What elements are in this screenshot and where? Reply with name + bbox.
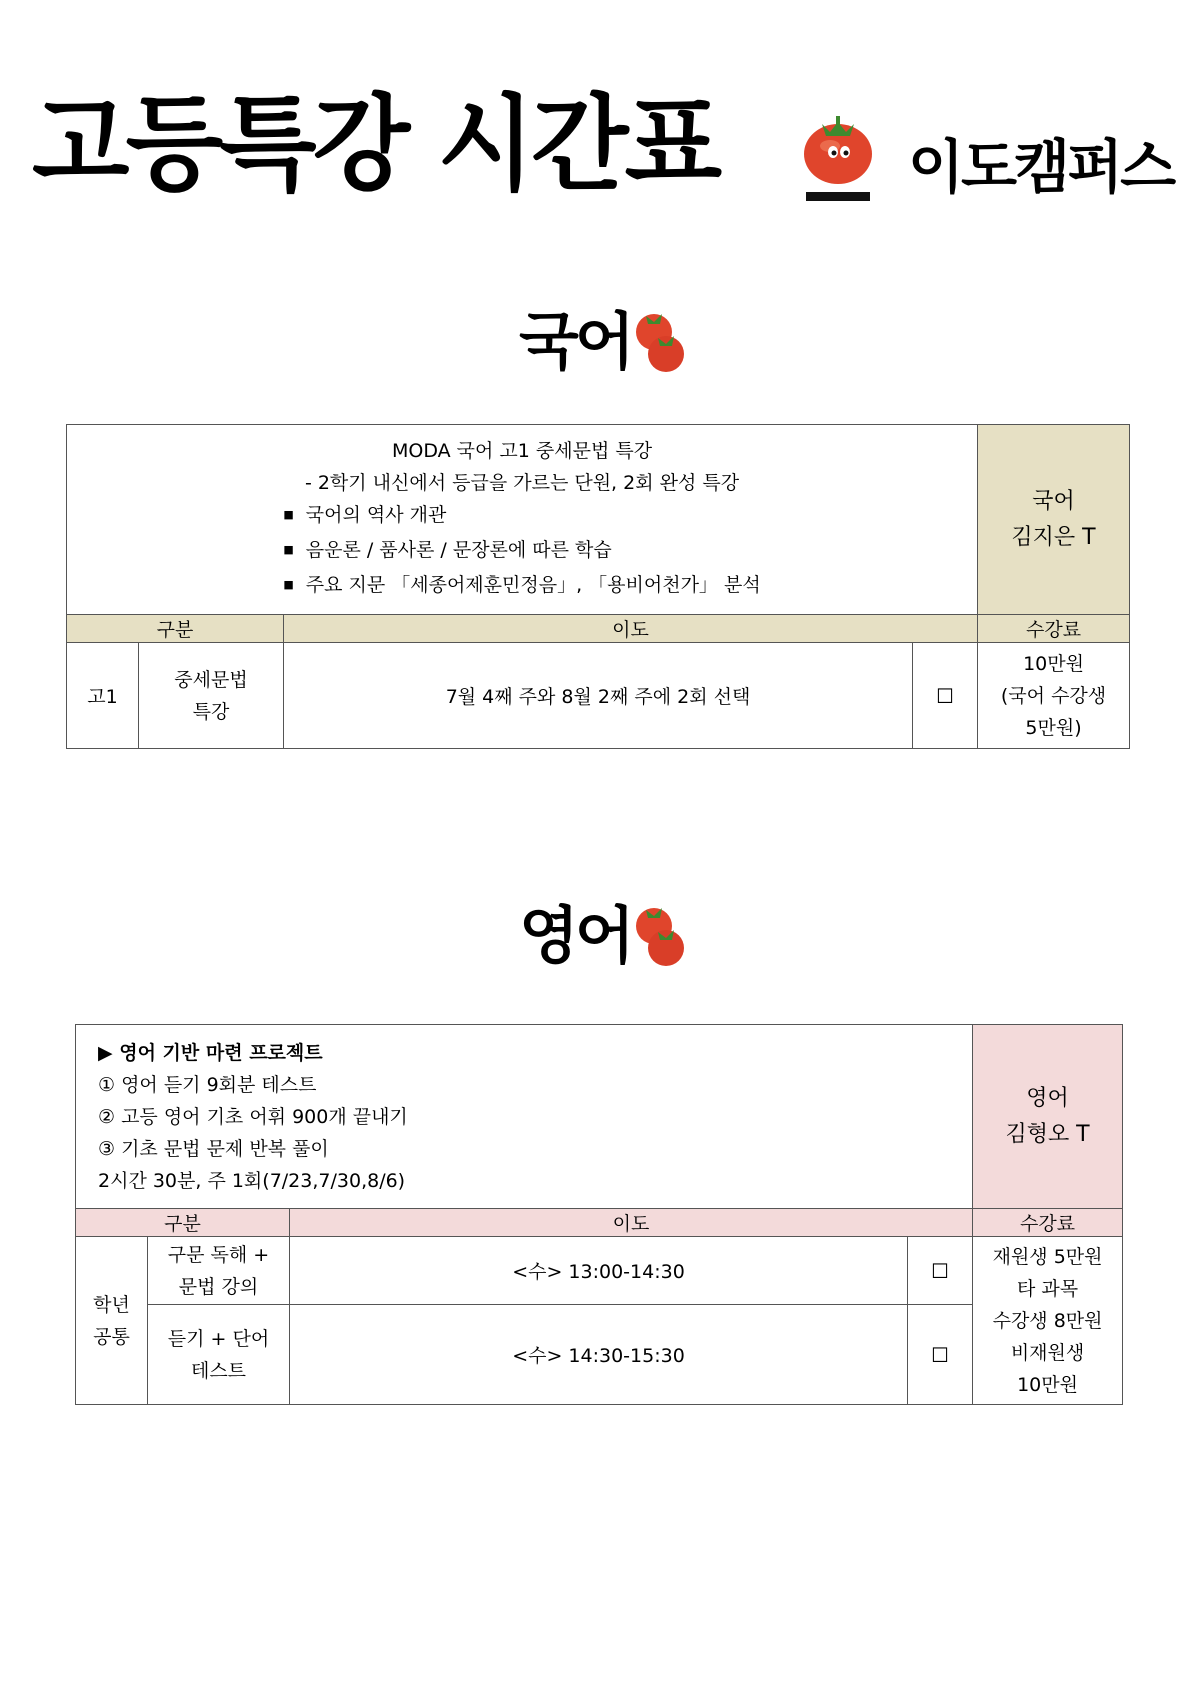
course-name-cell (148, 1305, 290, 1405)
course-name-line: 듣기 + 단어 (167, 1327, 270, 1350)
course-bullet-list (283, 499, 760, 604)
fee-line: 10만원 (1017, 1373, 1078, 1396)
course-subtitle: - 2학기 내신에서 등급을 가르는 단원, 2회 완성 특강 (304, 472, 740, 494)
teacher-cell (978, 425, 1130, 615)
english-table (75, 1024, 1123, 1405)
header-category: 구분 (67, 615, 284, 643)
select-checkbox[interactable]: ☐ (913, 643, 978, 749)
course-schedule-summary: 2시간 30분, 주 1회(7/23,7/30,8/6) (98, 1169, 406, 1192)
fee-line: 타 과목 (1016, 1277, 1079, 1300)
course-name-line: 문법 강의 (178, 1275, 259, 1298)
bullet-item: ■ 국어의 역사 개관 (283, 499, 760, 534)
page-title: 고등특강 시간표 (32, 83, 719, 205)
header-category: 구분 (76, 1209, 290, 1237)
header-location: 이도 (290, 1209, 973, 1237)
course-description (67, 425, 978, 615)
select-checkbox[interactable]: ☐ (908, 1237, 973, 1305)
teacher-subject: 영어 (1026, 1085, 1069, 1111)
fee-line: 5만원) (1025, 716, 1082, 739)
fee-line: 10만원 (1023, 652, 1084, 675)
tomatoes-icon (632, 904, 688, 968)
course-name-line: 중세문법 (174, 668, 248, 691)
course-name-line: 테스트 (190, 1359, 247, 1382)
header-fee: 수강료 (973, 1209, 1123, 1237)
tomato-mascot-icon (800, 112, 876, 202)
schedule-cell: 7월 4째 주와 8월 2째 주에 2회 선택 (284, 643, 913, 749)
course-title: MODA 국어 고1 중세문법 특강 (391, 440, 653, 462)
course-item: ① 영어 듣기 9회분 테스트 (98, 1073, 317, 1096)
course-title: ▶ 영어 기반 마련 프로젝트 (98, 1041, 323, 1064)
teacher-name: 김지은 T (1011, 524, 1096, 550)
course-description (76, 1025, 973, 1209)
fee-line: 비재원생 (1010, 1341, 1085, 1364)
select-checkbox[interactable]: ☐ (908, 1305, 973, 1405)
korean-section-title: 국어 (519, 305, 631, 378)
korean-table (66, 424, 1130, 749)
english-section-title: 영어 (519, 899, 631, 972)
course-name-cell (148, 1237, 290, 1305)
grade-line: 학년 (93, 1293, 130, 1316)
course-name-line: 구문 독해 + (167, 1243, 270, 1266)
grade-cell (76, 1237, 148, 1405)
tomatoes-icon (632, 310, 688, 374)
course-item: ③ 기초 문법 문제 반복 풀이 (98, 1137, 329, 1160)
grade-line: 공통 (93, 1325, 130, 1348)
teacher-subject: 국어 (1032, 488, 1075, 514)
fee-cell (978, 643, 1130, 749)
course-name-line: 특강 (192, 700, 230, 723)
grade-cell: 고1 (67, 643, 139, 749)
header-fee: 수강료 (978, 615, 1130, 643)
schedule-cell: <수> 13:00-14:30 (290, 1237, 908, 1305)
fee-cell (973, 1237, 1123, 1405)
fee-line: (국어 수강생 (1000, 684, 1107, 707)
teacher-cell (973, 1025, 1123, 1209)
course-name-cell (139, 643, 284, 749)
fee-line: 재원생 5만원 (992, 1245, 1103, 1268)
header-location: 이도 (284, 615, 978, 643)
schedule-cell: <수> 14:30-15:30 (290, 1305, 908, 1405)
teacher-name: 김형오 T (1005, 1121, 1090, 1147)
bullet-item: ■ 주요 지문 「세종어제훈민정음」, 「용비어천가」 분석 (283, 569, 760, 604)
fee-line: 수강생 8만원 (992, 1309, 1103, 1332)
campus-name: 이도캠퍼스 (908, 133, 1174, 201)
bullet-item: ■ 음운론 / 품사론 / 문장론에 따른 학습 (283, 534, 760, 569)
course-item: ② 고등 영어 기초 어휘 900개 끝내기 (98, 1105, 408, 1128)
